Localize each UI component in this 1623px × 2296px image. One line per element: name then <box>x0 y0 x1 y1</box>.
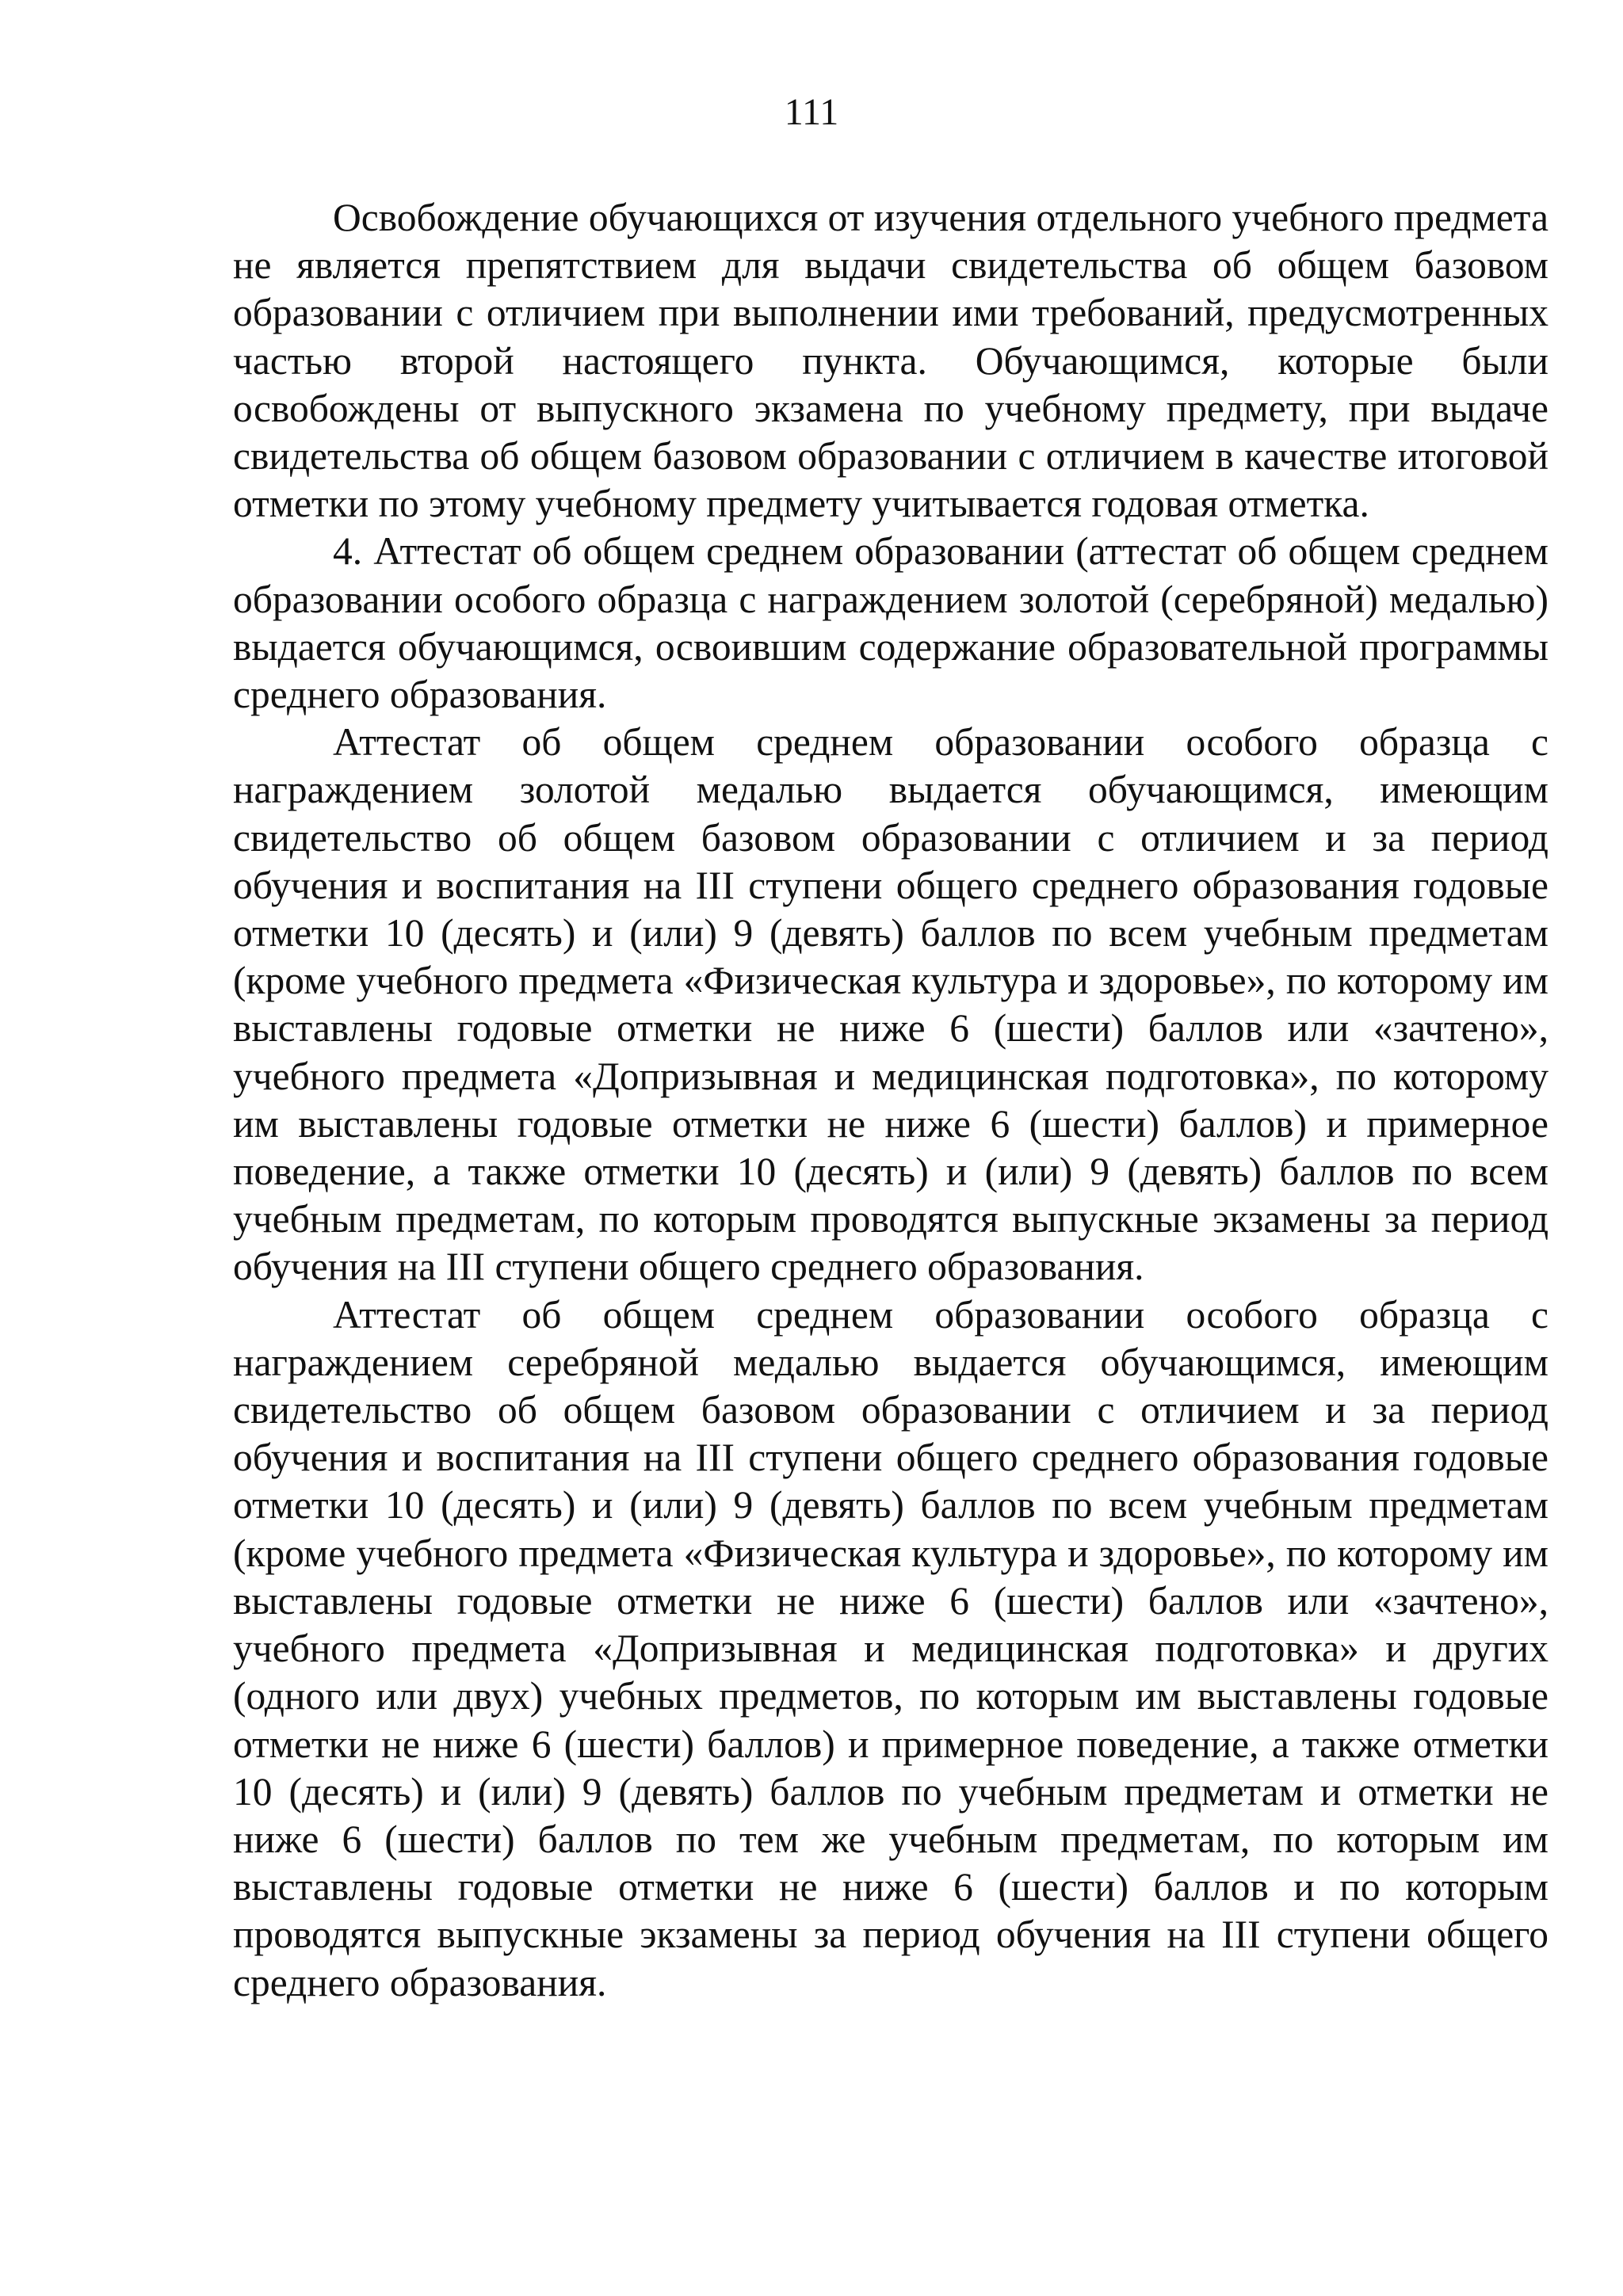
document-body <box>233 194 1549 2007</box>
paragraph-gold-medal: Аттестат об общем среднем образовании особого образца с награждением золотой медалью выдается обучающимся, имеющим свидетельство об общем базовом образовании с отличием и за период обучения и воспитания на III ступени общего среднего образования годовые отметки 10 (десять) и (или) 9 (девять) баллов по всем учебным предметам (кроме учебного предмета «Физическая культура и здоровье», по которому им выставлены годовые отметки не ниже 6 (шести) баллов или «зачтено», учебного предмета «Допризывная и медицинская подготовка», по которому им выставлены годовые отметки не ниже 6 (шести) баллов) и примерное поведение, а также отметки 10 (десять) и (или) 9 (девять) баллов по всем учебным предметам, по которым проводятся выпускные экзамены за период обучения на III ступени общего среднего образования. <box>233 720 1549 1289</box>
page-number: 111 <box>784 91 839 133</box>
paragraph-silver-medal: Аттестат об общем среднем образовании особого образца с награждением серебряной медалью выдается обучающимся, имеющим свидетельство об общем базовом образовании с отличием и за период обучения и воспитания на III ступени общего среднего образования годовые отметки 10 (десять) и (или) 9 (девять) баллов по всем учебным предметам (кроме учебного предмета «Физическая культура и здоровье», по которому им выставлены годовые отметки не ниже 6 (шести) баллов или «зачтено», учебного предмета «Допризывная и медицинская подготовка» и других (одного или двух) учебных предметов, по которым им выставлены годовые отметки не ниже 6 (шести) баллов) и примерное поведение, а также отметки 10 (десять) и (или) 9 (девять) баллов по учебным предметам и отметки не ниже 6 (шести) баллов по тем же учебным предметам, по которым им выставлены годовые отметки не ниже 6 (шести) баллов и по которым проводятся выпускные экзамены за период обучения на III ступени общего среднего образования. <box>233 1292 1549 2004</box>
paragraph-exemption: Освобождение обучающихся от изучения отдельного учебного предмета не является препятствием для выдачи свидетельства об общем базовом образовании с отличием при выполнении ими требований, предусмотренных частью второй настоящего пункта. Обучающимся, которые были освобождены от выпускного экзамена по учебному предмету, при выдаче свидетельства об общем базовом образовании с отличием в качестве итоговой отметки по этому учебному предмету учитывается годовая отметка. <box>233 196 1549 526</box>
paragraph-item-4-certificate: 4. Аттестат об общем среднем образовании (аттестат об общем среднем образовании особого образца с награждением золотой (серебряной) медалью) выдается обучающимся, освоившим содержание образовательной программы среднего образования. <box>233 529 1549 717</box>
